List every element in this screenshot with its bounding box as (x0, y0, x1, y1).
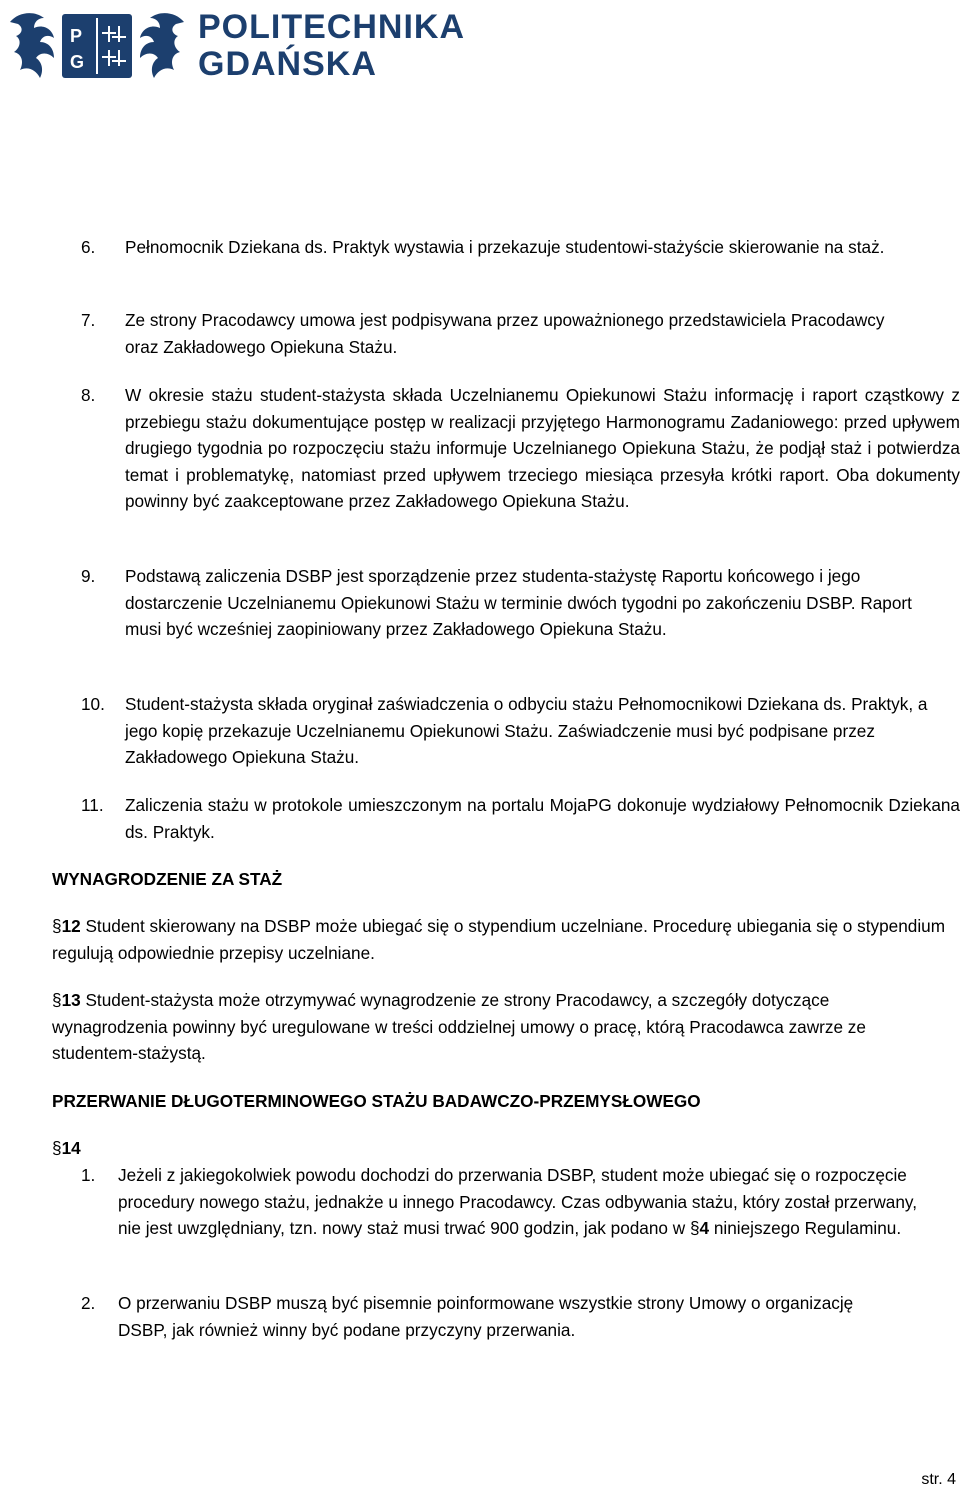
page-number: str. 4 (921, 1471, 956, 1488)
university-name-line1: POLITECHNIKA (198, 8, 465, 46)
university-crest-icon (4, 8, 190, 84)
list-item-number: 11. (81, 795, 104, 815)
section-heading-break: PRZERWANIE DŁUGOTERMINOWEGO STAŻU BADAWCZO-PRZEMYSŁOWEGO (52, 1091, 701, 1111)
list-item-text: Student-stażysta składa oryginał zaświadczenia o odbyciu stażu Pełnomocnikowi Dziekana ds. Praktyk, a jego kopię przekazuje Uczelnianemu Opiekunowi Stażu. Zaświadczenie musi być podpisane przez Zakładowego Opiekuna Stażu. (125, 694, 928, 767)
list-item-tail: niniejszego Regulaminu. (713, 1218, 902, 1238)
svg-text:P: P (70, 26, 83, 46)
section-number: 12 (61, 916, 81, 936)
svg-text:G: G (70, 52, 85, 72)
section-13: §13 Student-stażysta może otrzymywać wynagrodzenie ze strony Pracodawcy, a szczegóły dotyczące wynagrodzenia powinny być uregulowane w treści oddzielnej umowy o pracę, którą Pracodawca zawrze ze studentem-stażystą. (52, 990, 866, 1063)
section-text: Student-stażysta może otrzymywać wynagrodzenie ze strony Pracodawcy, a szczegóły dotyczące wynagrodzenia powinny być uregulowane w treści oddzielnej umowy o pracę, którą Pracodawca zawrze ze studentem-stażystą. (52, 990, 866, 1063)
section-number: 13 (61, 990, 81, 1010)
list-item-number: 9. (81, 566, 96, 586)
university-name-line2: GDAŃSKA (198, 45, 377, 83)
university-name (198, 10, 465, 84)
list-item-text: Jeżeli z jakiegokolwiek powodu dochodzi do przerwania DSBP, student może ubiegać się o rozpoczęcie procedury nowego stażu, jednakże u innego Pracodawcy. Czas odbywania stażu, który został przerwany, nie jest uwzględniany, tzn. nowy staż musi trwać 900 godzin, jak podano w §4 niniejszego Regulaminu. (118, 1165, 917, 1238)
list-item-number: 7. (81, 310, 96, 330)
list-item-number: 6. (81, 237, 96, 257)
list-item-text: Podstawą zaliczenia DSBP jest sporządzenie przez studenta-stażystę Raportu końcowego i jego dostarczenie Uczelnianemu Opiekunowi Stażu w terminie dwóch tygodni po zakończeniu DSBP. Raport musi być wcześniej zaopiniowany przez Zakładowego Opiekuna Stażu. (125, 566, 912, 639)
list-item-text: Zaliczenia stażu w protokole umieszczonym na portalu MojaPG dokonuje wydziałowy Pełnomocnik Dziekana ds. Praktyk. (125, 795, 960, 842)
list-item-text: Ze strony Pracodawcy umowa jest podpisywana przez upoważnionego przedstawiciela Pracodawcy oraz Zakładowego Opiekuna Stażu. (125, 310, 885, 357)
section-number: 14 (61, 1138, 81, 1158)
list-item-number: 2. (81, 1293, 96, 1313)
section-reference: 4 (699, 1218, 710, 1238)
list-item-number: 1. (81, 1165, 96, 1185)
section-heading-pay: WYNAGRODZENIE ZA STAŻ (52, 869, 283, 889)
list-item-text: Pełnomocnik Dziekana ds. Praktyk wystawia i przekazuje studentowi-stażyście skierowanie na staż. (125, 237, 885, 257)
list-item-text: W okresie stażu student-stażysta składa Uczelnianemu Opiekunowi Stażu informację i raport cząstkowy z przebiegu stażu dokumentujące postęp w realizacji przyjętego Harmonogramu Zadaniowego: przed upływem drugiego tygodnia po rozpoczęciu stażu informuje Uczelnianego Opiekuna Stażu, że podjął staż i potwierdza temat i problematykę, natomiast przed upływem trzeciego miesiąca przesyła krótki raport. Oba dokumenty powinny być zaakceptowane przez Zakładowego Opiekuna Stażu. (125, 385, 960, 511)
list-item-text: O przerwaniu DSBP muszą być pisemnie poinformowane wszystkie strony Umowy o organizację DSBP, jak również winny być podane przyczyny przerwania. (118, 1293, 854, 1340)
university-logo (4, 8, 465, 84)
list-item-number: 8. (81, 385, 96, 405)
section-14-heading: §14 (52, 1138, 81, 1158)
list-item-number: 10. (81, 694, 105, 714)
section-text: Student skierowany na DSBP może ubiegać się o stypendium uczelniane. Procedurę ubiegania się o stypendium regulują odpowiednie przepisy uczelniane. (52, 916, 946, 963)
list-item-body: Jeżeli z jakiegokolwiek powodu dochodzi do przerwania DSBP, student może ubiegać się o rozpoczęcie procedury nowego stażu, jednakże u innego Pracodawcy. Czas odbywania stażu, który został przerwany, nie jest uwzględniany, tzn. nowy staż musi trwać 900 godzin, jak podano w (118, 1165, 917, 1238)
section-12: §12 Student skierowany na DSBP może ubiegać się o stypendium uczelniane. Procedurę ubiegania się o stypendium regulują odpowiednie przepisy uczelniane. (52, 916, 946, 963)
